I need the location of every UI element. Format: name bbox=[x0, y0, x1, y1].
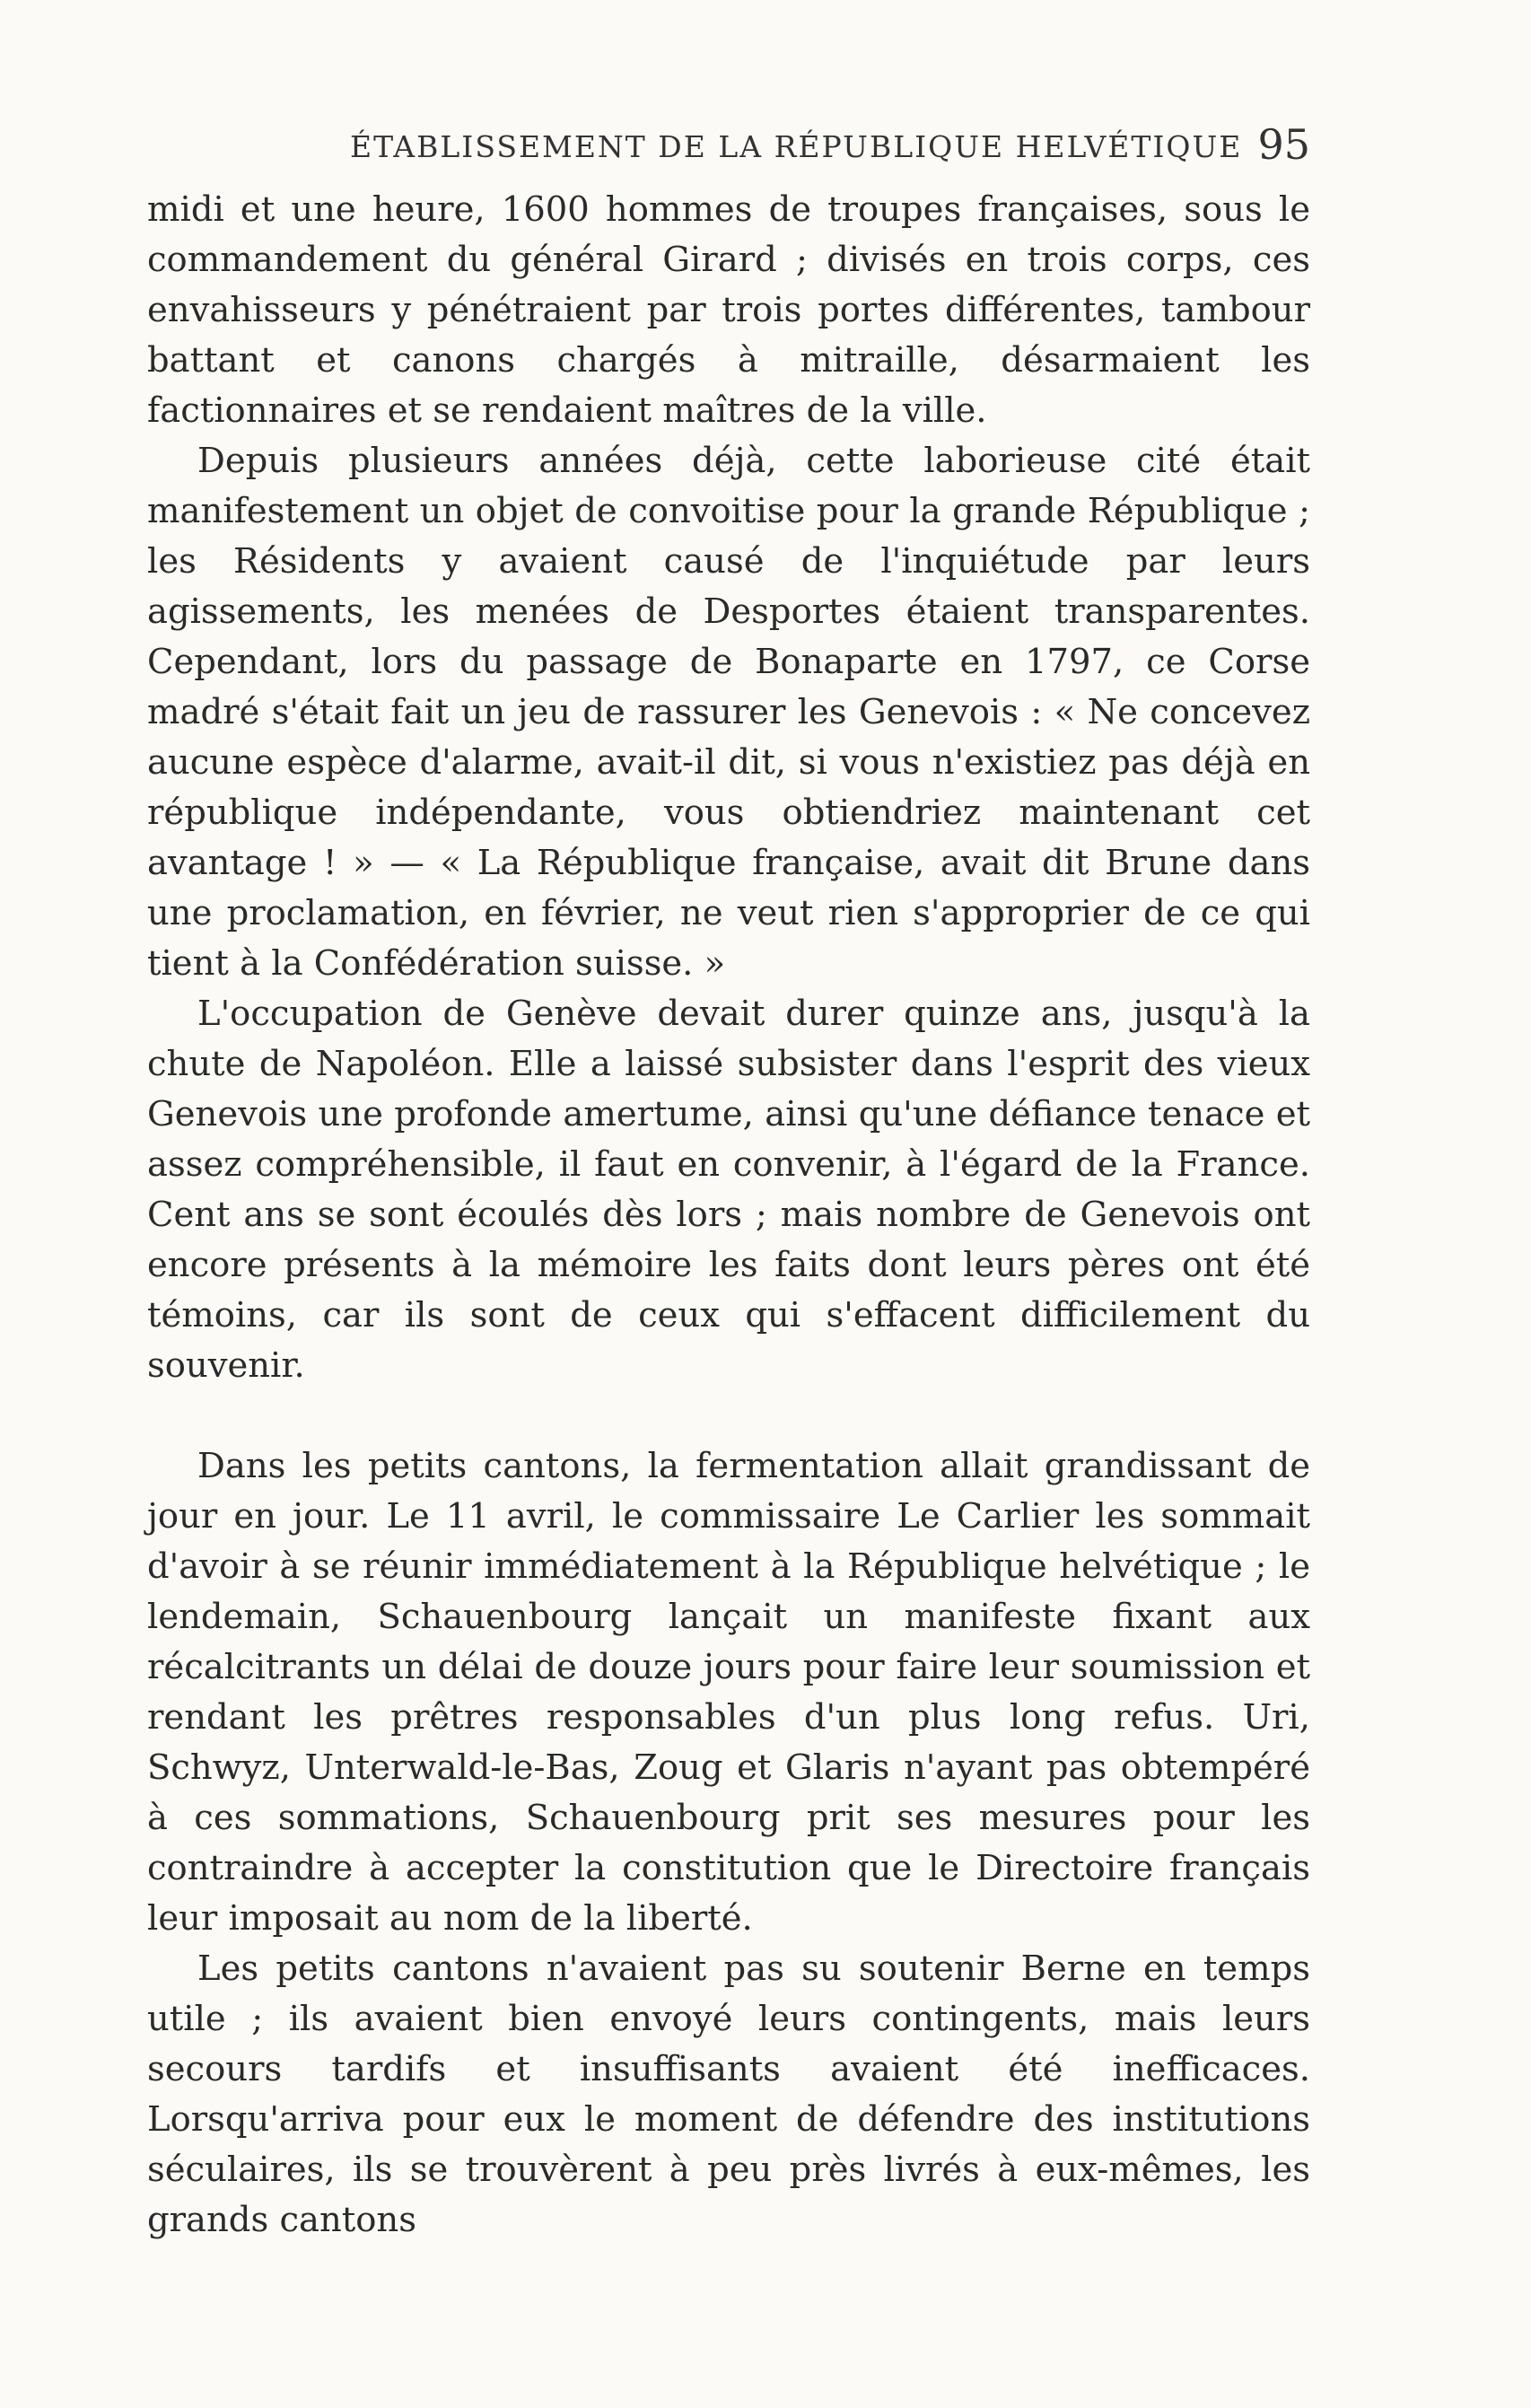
body-text bbox=[147, 185, 1310, 2246]
paragraph-1: midi et une heure, 1600 hommes de troupes françaises, sous le commandement du général Girard ; divisés en trois corps, ces envahisseurs y pénétraient par trois portes différentes, tambour battant et canons chargés à mitraille, désarmaient les factionnaires et se rendaient maîtres de la ville. bbox=[147, 189, 1310, 431]
paragraph-2: Depuis plusieurs années déjà, cette laborieuse cité était manifestement un objet de convoitise pour la grande République ; les Résidents y avaient causé de l'inquiétude par leurs agissements, les menées de Desportes étaient transparentes. Cependant, lors du passage de Bonaparte en 1797, ce Corse madré s'était fait un jeu de rassurer les Genevois : « Ne concevez aucune espèce d'alarme, avait-il dit, si vous n'existiez pas déjà en république indépendante, vous obtiendriez maintenant cet avantage ! » — « La République française, avait dit Brune dans une proclamation, en février, ne veut rien s'approprier de ce qui tient à la Confédération suisse. » bbox=[147, 441, 1310, 984]
section-break bbox=[147, 1391, 1310, 1441]
paragraph-3: L'occupation de Genève devait durer quinze ans, jusqu'à la chute de Napoléon. Elle a laissé subsister dans l'esprit des vieux Genevois une profonde amertume, ainsi qu'une défiance tenace et assez compréhensible, il faut en convenir, à l'égard de la France. Cent ans se sont écoulés dès lors ; mais nombre de Genevois ont encore présents à la mémoire les faits dont leurs pères ont été témoins, car ils sont de ceux qui s'effacent difficilement du souvenir. bbox=[147, 994, 1310, 1386]
page bbox=[147, 115, 1310, 2246]
paragraph-5: Les petits cantons n'avaient pas su soutenir Berne en temps utile ; ils avaient bien envoyé leurs contingents, mais leurs secours tardifs et insuffisants avaient été inefficaces. Lorsqu'arriva pour eux le moment de défendre des institutions séculaires, ils se trouvèrent à peu près livrés à eux-mêmes, les grands cantons bbox=[147, 1948, 1310, 2240]
running-title: ÉTABLISSEMENT DE LA RÉPUBLIQUE HELVÉTIQUE bbox=[350, 129, 1243, 164]
page-number: 95 bbox=[1257, 120, 1310, 169]
running-head bbox=[147, 115, 1310, 178]
paragraph-4: Dans les petits cantons, la fermentation allait grandissant de jour en jour. Le 11 avril, le commissaire Le Carlier les sommait d'avoir à se réunir immédiatement à la République helvétique ; le lendemain, Schauenbourg lançait un manifeste fixant aux récalcitrants un délai de douze jours pour faire leur soumission et rendant les prêtres responsables d'un plus long refus. Uri, Schwyz, Unterwald-le-Bas, Zoug et Glaris n'ayant pas obtempéré à ces sommations, Schauenbourg prit ses mesures pour les contraindre à accepter la constitution que le Directoire français leur imposait au nom de la liberté. bbox=[147, 1446, 1310, 1939]
